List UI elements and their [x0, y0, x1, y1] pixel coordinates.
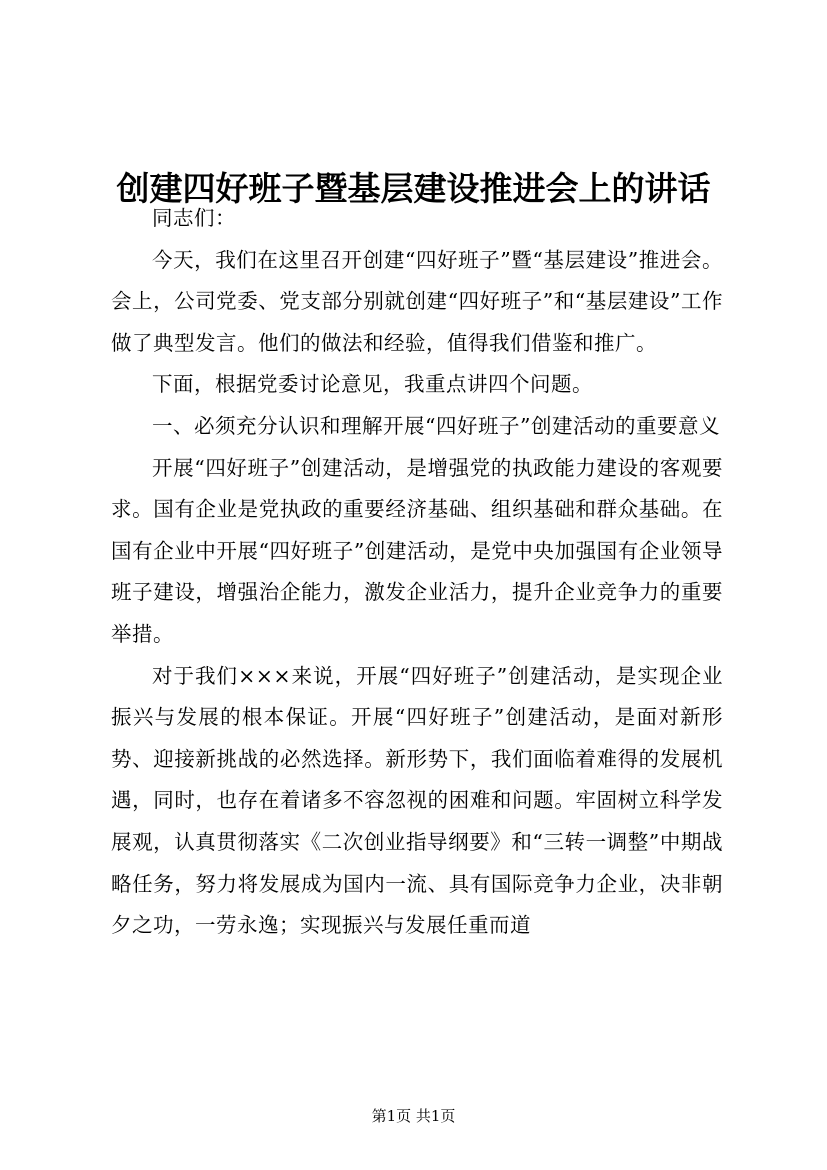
page-title: 创建四好班子暨基层建设推进会上的讲话 — [116, 169, 711, 209]
paragraph-outline: 下面，根据党委讨论意见，我重点讲四个问题。 — [152, 372, 593, 397]
document-body — [111, 198, 723, 947]
page-footer: 第1页 共1页 — [371, 1107, 456, 1125]
paragraph-opening: 今天，我们在这里召开创建“四好班子”暨“基层建设”推进会。会上，公司党委、党支部分别就创建“四好班子”和“基层建设”工作做了典型发言。他们的做法和经验，值得我们借鉴和推广。 — [111, 247, 723, 355]
section-heading-1: 一、必须充分认识和理解开展“四好班子”创建活动的重要意义 — [152, 413, 720, 438]
paragraph-body-1: 开展“四好班子”创建活动，是增强党的执政能力建设的客观要求。国有企业是党执政的重要经济基础、组织基础和群众基础。在国有企业中开展“四好班子”创建活动，是党中央加强国有企业领导班子建设，增强治企能力，激发企业活力，提升企业竞争力的重要举措。 — [111, 455, 723, 646]
paragraph-body-2: 对于我们×××来说，开展“四好班子”创建活动，是实现企业振兴与发展的根本保证。开展“四好班子”创建活动，是面对新形势、迎接新挑战的必然选择。新形势下，我们面临着难得的发展机遇，同时，也存在着诸多不容忽视的困难和问题。牢固树立科学发展观，认真贯彻落实《二次创业指导纲要》和“三转一调整”中期战略任务，努力将发展成为国内一流、具有国际竞争力企业，决非朝夕之功，一劳永逸；实现振兴与发展任重而道 — [111, 663, 723, 938]
paragraph-salutation: 同志们： — [152, 206, 236, 230]
